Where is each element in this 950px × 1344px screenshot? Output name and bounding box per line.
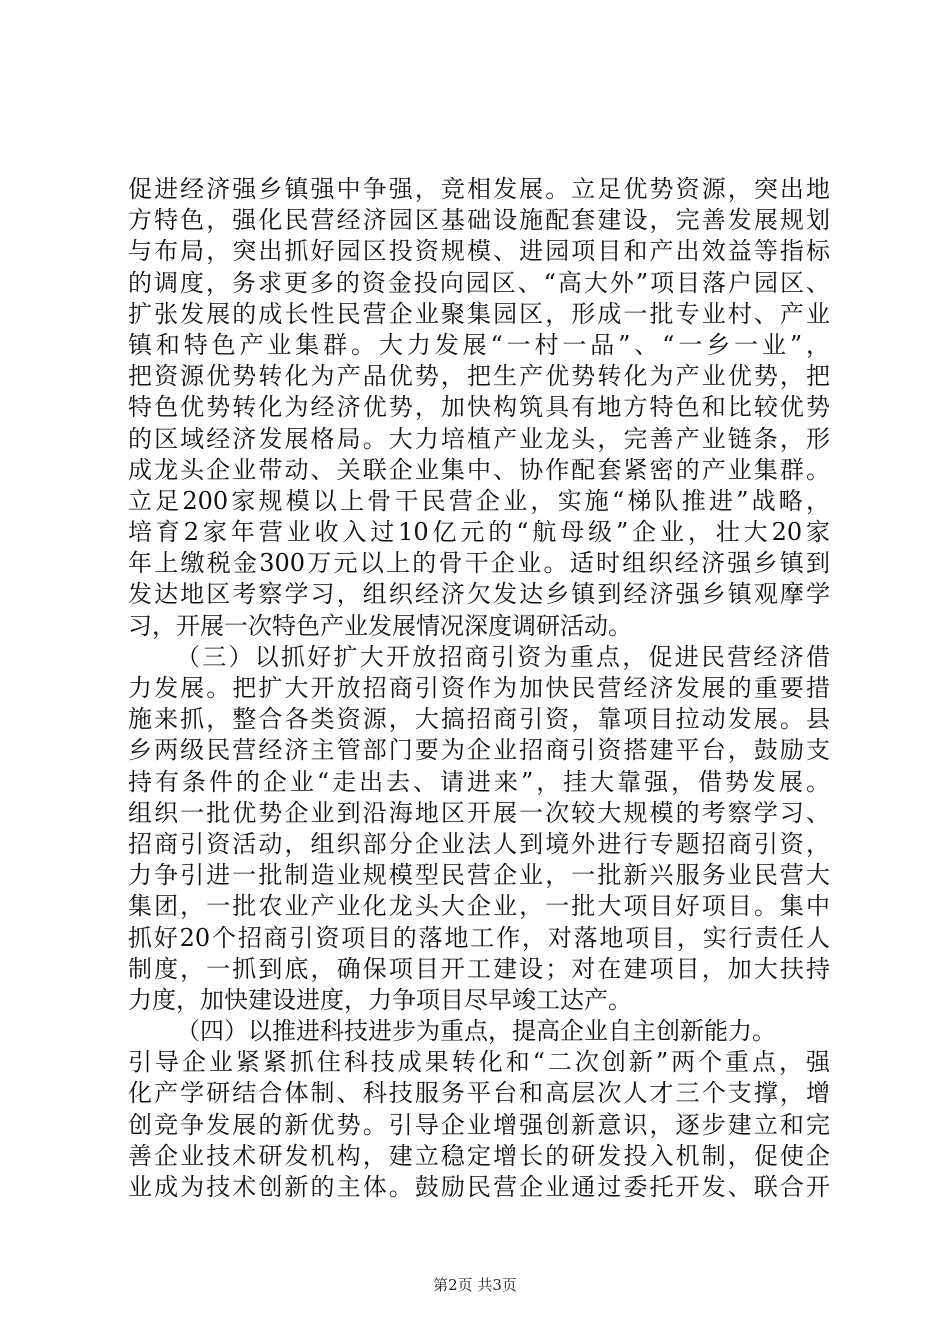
text-line: 抓好20个招商引资项目的落地工作，对落地项目，实行责任人: [128, 923, 830, 952]
text-line: 特色优势转化为经济优势，加快构筑具有地方特色和比较优势: [128, 393, 830, 422]
text-line: 持有条件的企业“走出去、请进来”，挂大靠强，借势发展。: [128, 767, 830, 796]
text-line: 引导企业紧紧抓住科技成果转化和“二次创新”两个重点，强: [128, 1048, 830, 1077]
text-line: 方特色，强化民营经济园区基础设施配套建设，完善发展规划: [128, 206, 830, 235]
text-line: 成龙头企业带动、关联企业集中、协作配套紧密的产业集群。: [128, 455, 830, 484]
text-line: 业成为技术创新的主体。鼓励民营企业通过委托开发、联合开: [128, 1173, 830, 1201]
text-line: 力发展。把扩大开放招商引资作为加快民营经济发展的重要措: [128, 674, 830, 702]
text-line: 立足200家规模以上骨干民营企业，实施“梯队推进”战略，: [128, 486, 830, 515]
section-heading-line: （三）以抓好扩大开放招商引资为重点，促进民营经济借: [176, 642, 830, 671]
text-line: 培育2家年营业收入过10亿元的“航母级”企业，壮大20家: [128, 518, 830, 547]
text-line: 扩张发展的成长性民营企业聚集园区，形成一批专业村、产业: [128, 299, 830, 328]
page-number-footer: 第2页 共3页: [433, 1276, 517, 1294]
text-line: 创竞争发展的新优势。引导企业增强创新意识，逐步建立和完: [128, 1110, 830, 1139]
text-line: 制度，一抓到底，确保项目开工建设；对在建项目，加大扶持: [128, 954, 830, 983]
text-line: 与布局，突出抓好园区投资规模、进园项目和产出效益等指标: [128, 237, 830, 266]
text-line: 集团，一批农业产业化龙头大企业，一批大项目好项目。集中: [128, 892, 830, 921]
text-line: 把资源优势转化为产品优势，把生产优势转化为产业优势，把: [128, 362, 830, 391]
text-line: 年上缴税金300万元以上的骨干企业。适时组织经济强乡镇到: [128, 549, 830, 578]
text-line: 施来抓，整合各类资源，大搞招商引资，靠项目拉动发展。县: [128, 705, 830, 734]
text-line: 的区域经济发展格局。大力培植产业龙头，完善产业链条，形: [128, 424, 830, 453]
text-line: 镇和特色产业集群。大力发展“一村一品”、“一乡一业”，: [128, 330, 830, 359]
text-line: 化产学研结合体制、科技服务平台和高层次人才三个支撑，增: [128, 1079, 830, 1108]
text-line: 的调度，务求更多的资金投向园区、“高大外”项目落户园区、: [128, 268, 830, 297]
text-line: 发达地区考察学习，组织经济欠发达乡镇到经济强乡镇观摩学: [128, 580, 830, 609]
text-line: 促进经济强乡镇强中争强，竞相发展。立足优势资源，突出地: [128, 175, 830, 203]
text-line: 乡两级民营经济主管部门要为企业招商引资搭建平台，鼓励支: [128, 736, 830, 765]
text-line: 力争引进一批制造业规模型民营企业，一批新兴服务业民营大: [128, 861, 830, 890]
document-body: [128, 174, 830, 1203]
text-line: 力度，加快建设进度，力争项目尽早竣工达产。: [128, 985, 632, 1014]
text-line: 善企业技术研发机构，建立稳定增长的研发投入机制，促使企: [128, 1141, 830, 1170]
text-line: 习，开展一次特色产业发展情况深度调研活动。: [128, 611, 632, 640]
section-heading-line: （四）以推进科技进步为重点，提高企业自主创新能力。: [176, 1017, 776, 1046]
text-line: 招商引资活动，组织部分企业法人到境外进行专题招商引资，: [128, 829, 830, 858]
text-line: 组织一批优势企业到沿海地区开展一次较大规模的考察学习、: [128, 798, 830, 827]
